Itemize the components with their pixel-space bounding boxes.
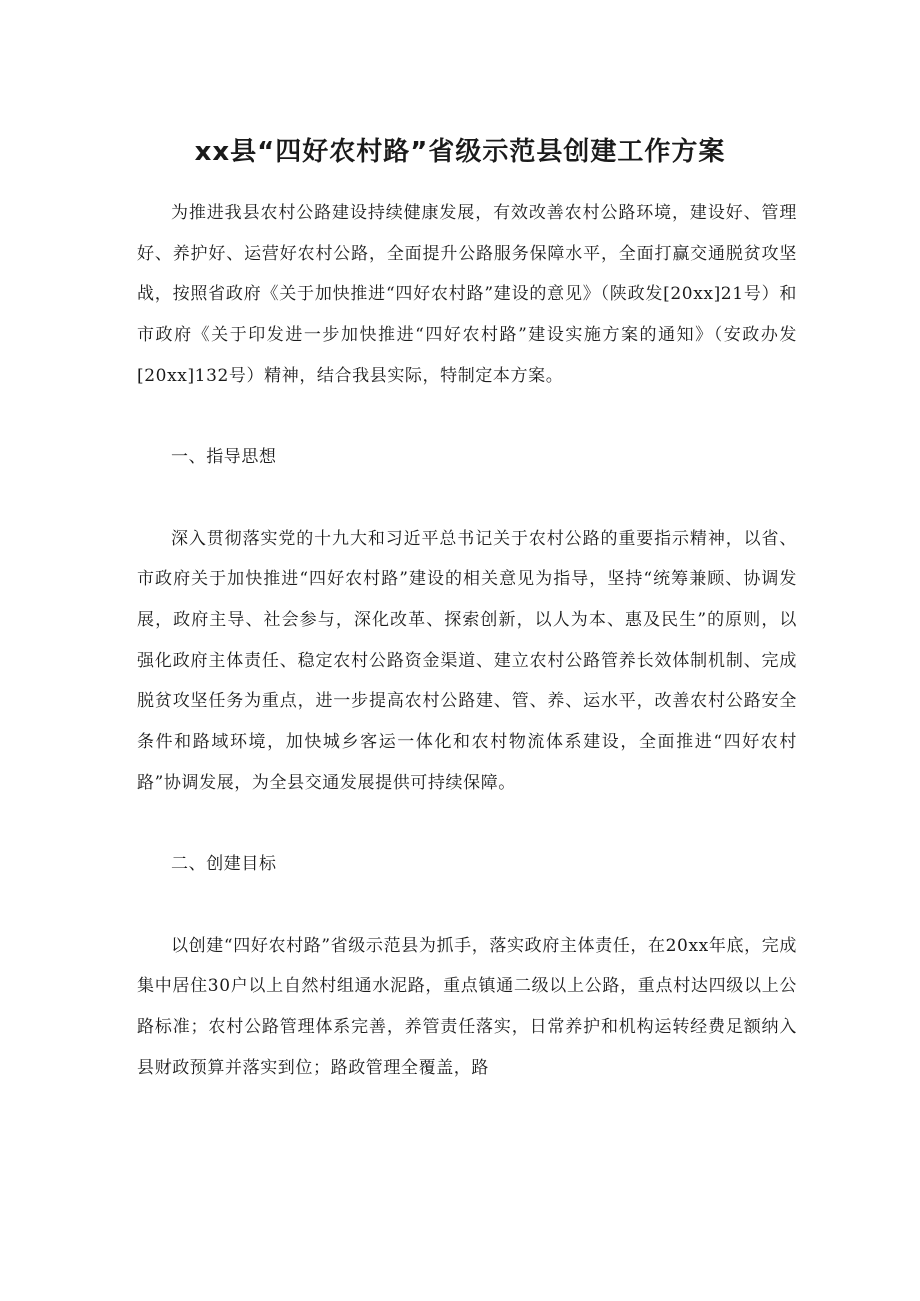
- section-heading-creation-goals: 二、创建目标: [171, 854, 277, 875]
- paragraph-gap: [137, 885, 797, 926]
- document-body: [137, 193, 797, 1088]
- section-body-creation-goals: 以创建“四好农村路”省级示范县为抓手，落实政府主体责任，在20xx年底，完成集中居住30户以上自然村组通水泥路，重点镇通二级以上公路，重点村达四级以上公路标准；农村公路管理体系完善，养管责任落实，日常养护和机构运转经费足额纳入县财政预算并落实到位；路政管理全覆盖，路: [137, 935, 797, 1078]
- paragraph-gap: [137, 478, 797, 519]
- section-heading-guiding-ideology: 一、指导思想: [171, 447, 277, 468]
- intro-paragraph: 为推进我县农村公路建设持续健康发展，有效改善农村公路环境，建设好、管理好、养护好、运营好农村公路，全面提升公路服务保障水平，全面打赢交通脱贫攻坚战，按照省政府《关于加快推进“四好农村路”建设的意见》（陕政发[20xx]21号）和市政府《关于印发进一步加快推进“四好农村路”建设实施方案的通知》（安政办发[20xx]132号）精神，结合我县实际，特制定本方案。: [137, 203, 797, 386]
- paragraph-gap: [137, 804, 797, 845]
- document-title: xx县“四好农村路”省级示范县创建工作方案: [194, 137, 726, 167]
- section-body-guiding-ideology: 深入贯彻落实党的十九大和习近平总书记关于农村公路的重要指示精神，以省、市政府关于加快推进“四好农村路”建设的相关意见为指导，坚持“统筹兼顾、协调发展，政府主导、社会参与，深化改革、探索创新，以人为本、惠及民生”的原则，以强化政府主体责任、稳定农村公路资金渠道、建立农村公路管养长效体制机制、完成脱贫攻坚任务为重点，进一步提高农村公路建、管、养、运水平，改善农村公路安全条件和路域环境，加快城乡客运一体化和农村物流体系建设，全面推进“四好农村路”协调发展，为全县交通发展提供可持续保障。: [137, 528, 797, 793]
- paragraph-gap: [137, 397, 797, 438]
